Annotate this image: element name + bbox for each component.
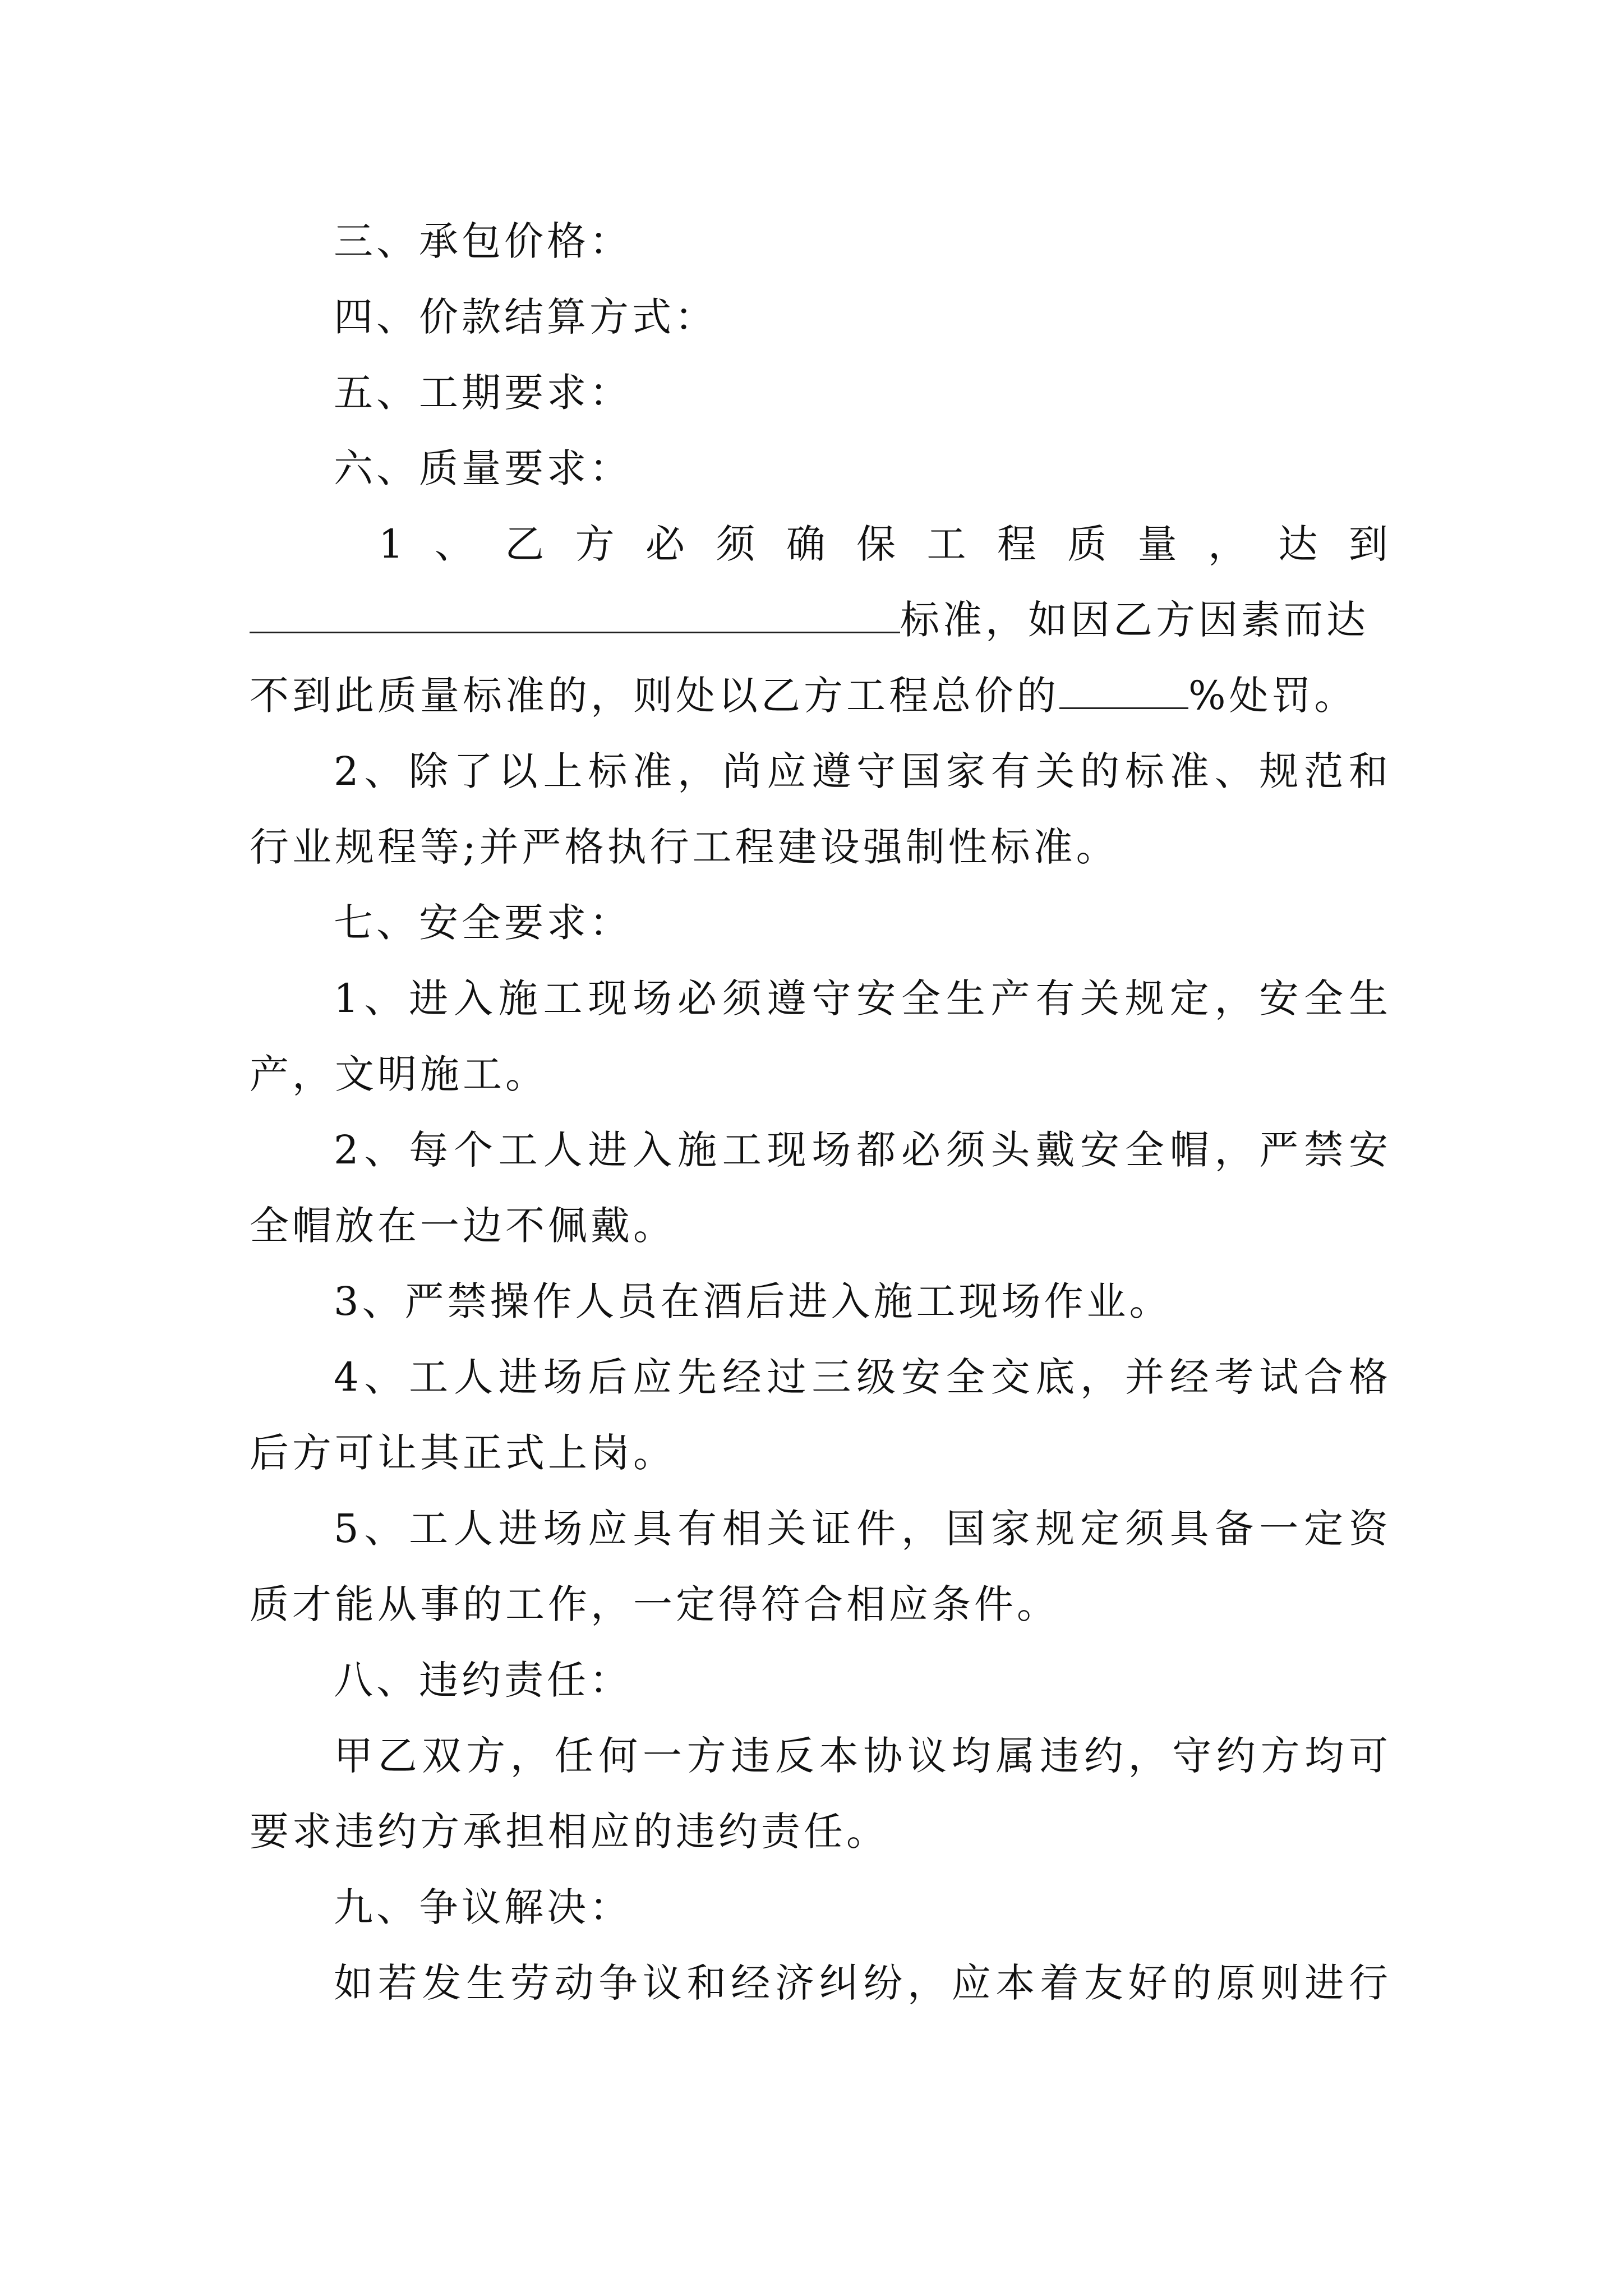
quality-clause-text: %处罚。 (1188, 673, 1357, 719)
dispute-clause-line-1: 如若发生劳动争议和经济纠纷，应本着友好的原则进行 (334, 1960, 1388, 2006)
safety-clause-3: 3、严禁操作人员在酒后进入施工现场作业。 (334, 1278, 1172, 1324)
char: 程 (997, 521, 1036, 567)
safety-clause-4-line-1: 4、工人进场后应先经过三级安全交底，并经考试合格 (334, 1354, 1388, 1400)
char: ， (1208, 521, 1248, 567)
fill-in-blank-standard (250, 597, 900, 633)
char: 、 (434, 521, 474, 567)
char: 乙 (505, 521, 545, 567)
liability-clause-line-2: 要求违约方承担相应的违约责任。 (250, 1809, 889, 1855)
safety-clause-5-line-2: 质才能从事的工作，一定得符合相应条件。 (250, 1581, 1059, 1627)
safety-clause-4-line-2: 后方可让其正式上岗。 (250, 1430, 676, 1476)
char: 方 (575, 521, 615, 567)
safety-clause-2-line-1: 2、每个工人进入施工现场都必须头戴安全帽，严禁安 (334, 1127, 1388, 1173)
char: 1 (379, 521, 404, 567)
liability-clause-line-1: 甲乙双方，任何一方违反本协议均属违约，守约方均可 (334, 1733, 1388, 1779)
char: 保 (856, 521, 896, 567)
quality-clause-1-line-3 (250, 670, 1388, 721)
fill-in-blank-percent (1059, 673, 1188, 709)
char: 工 (926, 521, 966, 567)
section-heading-schedule: 五、工期要求： (334, 370, 632, 416)
char: 到 (1348, 521, 1388, 567)
quality-clause-text: 标准，如因乙方因素而达 (900, 597, 1369, 643)
char: 量 (1137, 521, 1177, 567)
quality-clause-1-line-2 (250, 595, 1388, 645)
quality-clause-2-line-2: 行业规程等;并严格执行工程建设强制性标准。 (250, 824, 1119, 870)
char: 必 (645, 521, 685, 567)
section-heading-safety: 七、安全要求： (334, 900, 632, 946)
char: 质 (1067, 521, 1107, 567)
section-heading-liability: 八、违约责任： (334, 1657, 632, 1703)
safety-clause-5-line-1: 5、工人进场应具有相关证件，国家规定须具备一定资 (334, 1506, 1388, 1552)
section-heading-quality: 六、质量要求： (334, 445, 632, 491)
quality-clause-text: 不到此质量标准的，则处以乙方工程总价的 (250, 673, 1059, 719)
section-heading-settlement: 四、价款结算方式： (334, 294, 717, 340)
char: 确 (786, 521, 826, 567)
section-heading-price: 三、承包价格： (334, 218, 632, 264)
char: 达 (1278, 521, 1318, 567)
safety-clause-1-line-2: 产，文明施工。 (250, 1051, 548, 1097)
safety-clause-1-line-1: 1、进入施工现场必须遵守安全生产有关规定，安全生 (334, 976, 1388, 1022)
char: 须 (716, 521, 755, 567)
section-heading-dispute: 九、争议解决： (334, 1884, 632, 1930)
quality-clause-1-line-1 (379, 519, 1388, 569)
safety-clause-2-line-2: 全帽放在一边不佩戴。 (250, 1203, 676, 1249)
quality-clause-2-line-1: 2、除了以上标准，尚应遵守国家有关的标准、规范和 (334, 748, 1388, 794)
